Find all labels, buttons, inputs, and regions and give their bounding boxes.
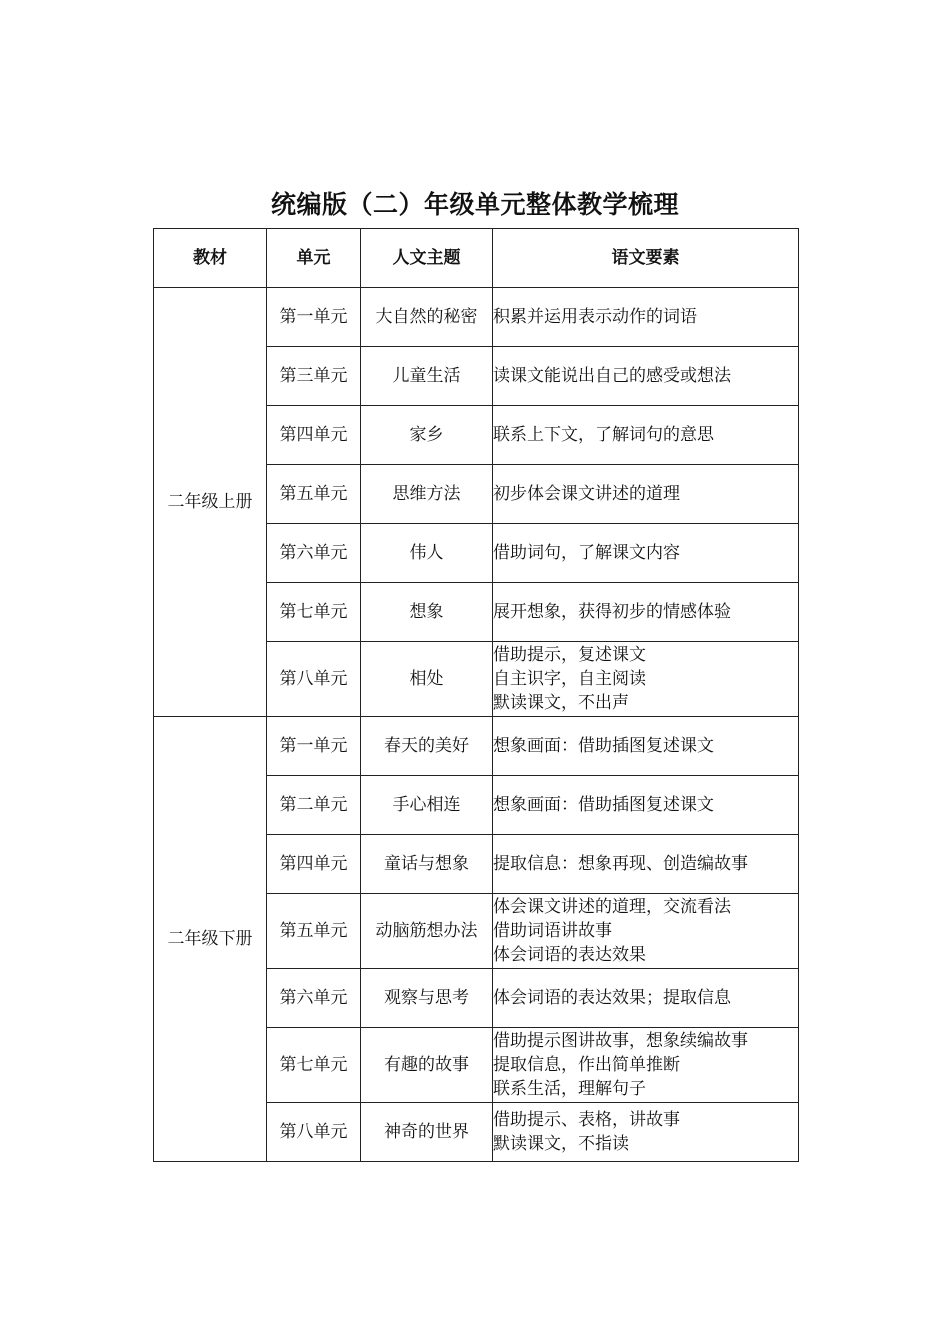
language-element-line: 体会词语的表达效果 — [493, 945, 646, 965]
theme-cell: 春天的美好 — [361, 717, 493, 776]
language-element-line: 提取信息，作出简单推断 — [493, 1055, 680, 1075]
language-elements-cell — [493, 524, 799, 583]
theme-cell: 有趣的故事 — [361, 1028, 493, 1103]
grade-cell: 二年级下册 — [154, 717, 267, 1162]
header-row — [154, 229, 799, 288]
unit-cell: 第七单元 — [267, 1028, 361, 1103]
unit-cell: 第七单元 — [267, 583, 361, 642]
language-elements-cell — [493, 642, 799, 717]
header-language-elements: 语文要素 — [493, 229, 799, 288]
grade-cell: 二年级上册 — [154, 288, 267, 717]
language-element-line: 默读课文，不指读 — [493, 1134, 629, 1154]
language-elements-cell — [493, 465, 799, 524]
table-row — [154, 288, 799, 347]
language-elements-cell — [493, 406, 799, 465]
theme-cell: 想象 — [361, 583, 493, 642]
language-element-line: 默读课文，不出声 — [493, 693, 629, 713]
language-element-line: 借助提示图讲故事，想象续编故事 — [493, 1031, 748, 1051]
theme-cell: 相处 — [361, 642, 493, 717]
unit-cell: 第五单元 — [267, 894, 361, 969]
unit-cell: 第二单元 — [267, 776, 361, 835]
language-element-line: 提取信息：想象再现、创造编故事 — [493, 854, 748, 874]
table-row — [154, 717, 799, 776]
language-elements-cell — [493, 717, 799, 776]
theme-cell: 手心相连 — [361, 776, 493, 835]
language-element-line: 体会词语的表达效果；提取信息 — [493, 988, 731, 1008]
language-element-line: 借助词语讲故事 — [493, 921, 612, 941]
language-element-line: 联系上下文，了解词句的意思 — [493, 425, 714, 445]
header-unit: 单元 — [267, 229, 361, 288]
language-element-line: 自主识字，自主阅读 — [493, 669, 646, 689]
language-element-line: 展开想象，获得初步的情感体验 — [493, 602, 731, 622]
unit-cell: 第一单元 — [267, 288, 361, 347]
theme-cell: 家乡 — [361, 406, 493, 465]
theme-cell: 童话与想象 — [361, 835, 493, 894]
unit-cell: 第五单元 — [267, 465, 361, 524]
language-elements-cell — [493, 969, 799, 1028]
theme-cell: 伟人 — [361, 524, 493, 583]
document-title: 统编版（二）年级单元整体教学梳理 — [270, 190, 679, 219]
language-element-line: 联系生活，理解句子 — [493, 1079, 646, 1099]
language-elements-cell — [493, 583, 799, 642]
unit-cell: 第八单元 — [267, 1103, 361, 1162]
header-textbook: 教材 — [154, 229, 267, 288]
theme-cell: 神奇的世界 — [361, 1103, 493, 1162]
language-element-line: 想象画面：借助插图复述课文 — [493, 795, 714, 815]
language-element-line: 体会课文讲述的道理，交流看法 — [493, 897, 731, 917]
language-elements-cell — [493, 1103, 799, 1162]
theme-cell: 思维方法 — [361, 465, 493, 524]
language-element-line: 借助提示、表格，讲故事 — [493, 1110, 680, 1130]
unit-cell: 第四单元 — [267, 835, 361, 894]
unit-cell: 第六单元 — [267, 524, 361, 583]
unit-overview-table — [153, 228, 799, 1162]
theme-cell: 观察与思考 — [361, 969, 493, 1028]
language-element-line: 借助提示，复述课文 — [493, 645, 646, 665]
unit-cell: 第三单元 — [267, 347, 361, 406]
theme-cell: 大自然的秘密 — [361, 288, 493, 347]
language-elements-cell — [493, 776, 799, 835]
language-elements-cell — [493, 1028, 799, 1103]
theme-cell: 儿童生活 — [361, 347, 493, 406]
theme-cell: 动脑筋想办法 — [361, 894, 493, 969]
unit-cell: 第八单元 — [267, 642, 361, 717]
language-elements-cell — [493, 894, 799, 969]
language-elements-cell — [493, 835, 799, 894]
language-element-line: 借助词句，了解课文内容 — [493, 543, 680, 563]
unit-cell: 第四单元 — [267, 406, 361, 465]
unit-cell: 第一单元 — [267, 717, 361, 776]
header-theme: 人文主题 — [361, 229, 493, 288]
language-element-line: 想象画面：借助插图复述课文 — [493, 736, 714, 756]
unit-cell: 第六单元 — [267, 969, 361, 1028]
table-body — [154, 288, 799, 1162]
language-elements-cell — [493, 347, 799, 406]
language-element-line: 读课文能说出自己的感受或想法 — [493, 366, 731, 386]
language-elements-cell — [493, 288, 799, 347]
language-element-line: 初步体会课文讲述的道理 — [493, 484, 680, 504]
language-element-line: 积累并运用表示动作的词语 — [493, 307, 697, 327]
